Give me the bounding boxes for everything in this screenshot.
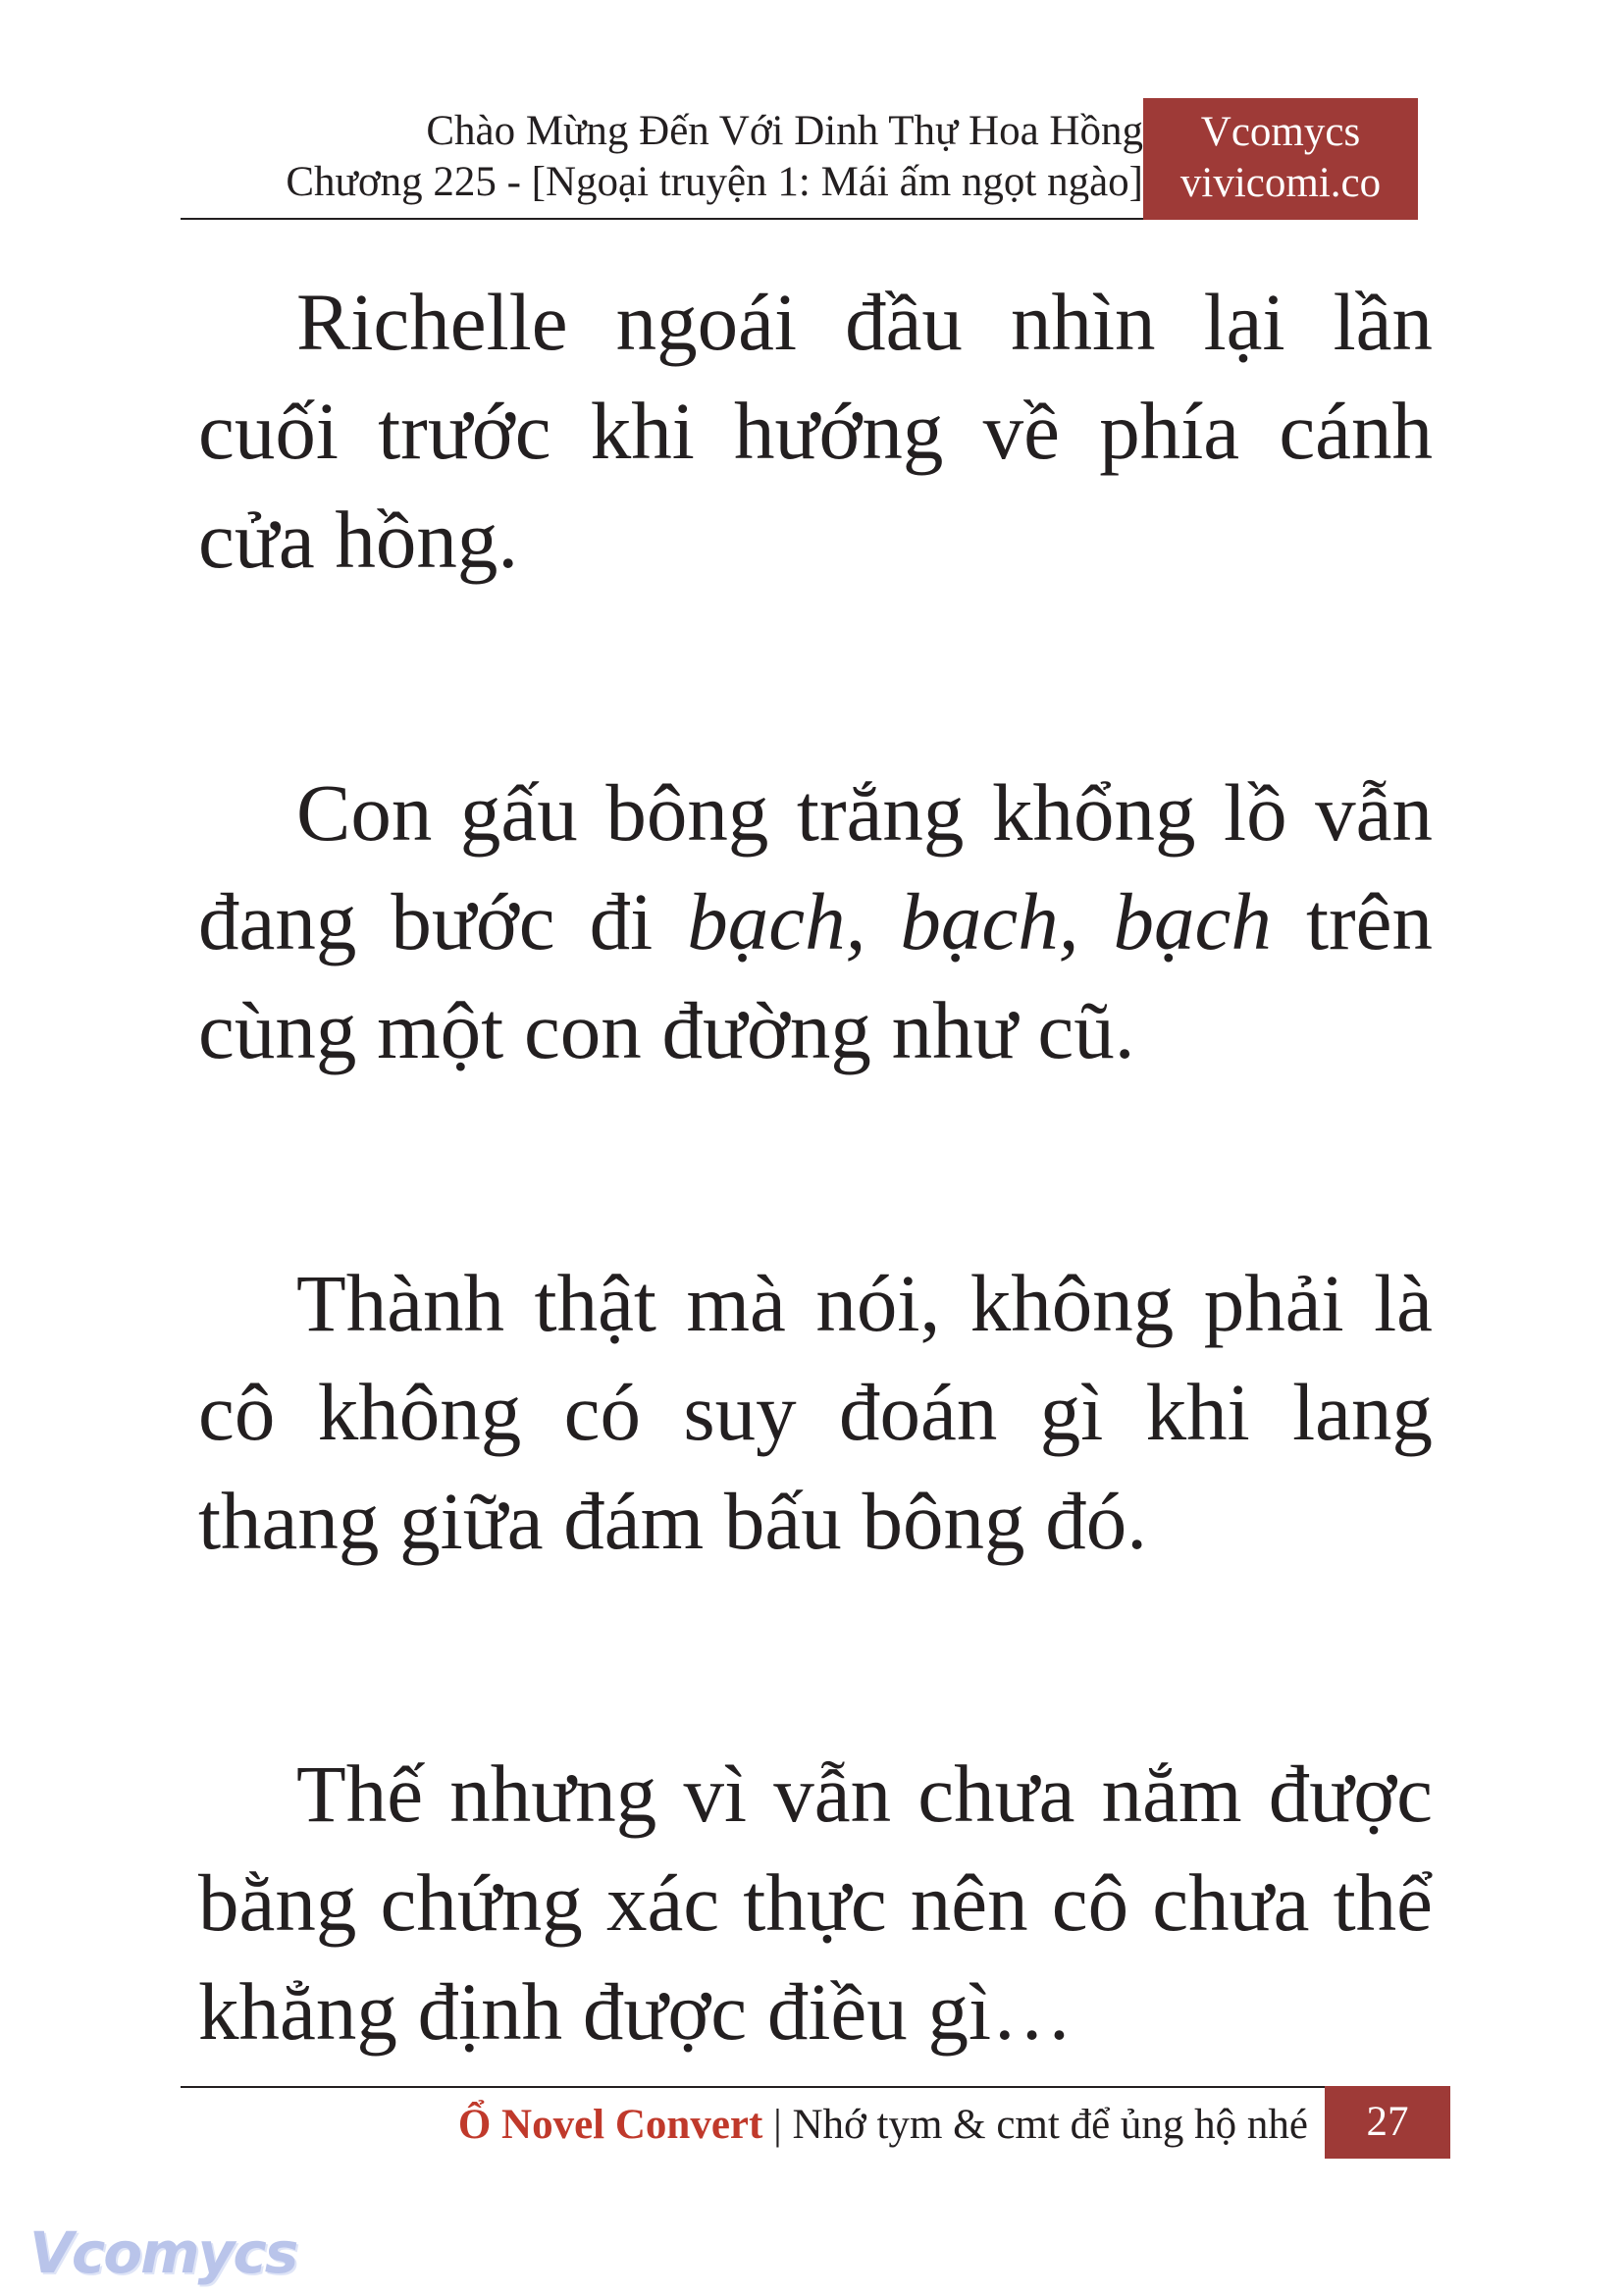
footer-separator: |: [762, 2102, 793, 2148]
paragraph-1: [198, 268, 1433, 595]
footer-brand: Ổ Novel Convert: [457, 2102, 763, 2148]
brand-site: vivicomi.co: [1179, 160, 1382, 206]
paragraph-3: [198, 1249, 1433, 1576]
book-title: Chào Mừng Đến Với Dinh Thự Hoa Hồng: [426, 108, 1143, 154]
paragraph-2: [198, 758, 1433, 1085]
page-header: [286, 106, 1143, 208]
footer-divider: [181, 2086, 1325, 2088]
paragraph-4: [198, 1740, 1433, 2066]
header-divider: [181, 218, 1143, 220]
paragraph-2-italic: bạch, bạch, bạch: [687, 876, 1272, 966]
page-number: 27: [1325, 2086, 1450, 2159]
header-brand-badge: [1143, 98, 1418, 220]
paragraph-4-text: Thế nhưng vì vẫn chưa nắm được bằng chứng xác thực nên cô chưa thể khẳng định được điều gì…: [198, 1748, 1433, 2057]
paragraph-2-text-after: trên cùng một con đường như cũ.: [198, 876, 1433, 1075]
paragraph-2-text-before: Con gấu bông trắng khổng lồ vẫn đang bước đi: [198, 767, 1433, 966]
brand-name: Vcomycs: [1200, 109, 1361, 155]
chapter-title: Chương 225 - [Ngoại truyện 1: Mái ấm ngọt ngào]: [286, 159, 1143, 205]
paragraph-3-text: Thành thật mà nói, không phải là cô không có suy đoán gì khi lang thang giữa đám bấu bông đó.: [198, 1258, 1433, 1566]
paragraph-1-text: Richelle ngoái đầu nhìn lại lần cuối trước khi hướng về phía cánh cửa hồng.: [198, 277, 1433, 585]
page-footer: [458, 2100, 1308, 2151]
watermark-logo: Vcomycs: [29, 2219, 297, 2286]
footer-message: Nhớ tym & cmt để ủng hộ nhé: [792, 2102, 1308, 2148]
